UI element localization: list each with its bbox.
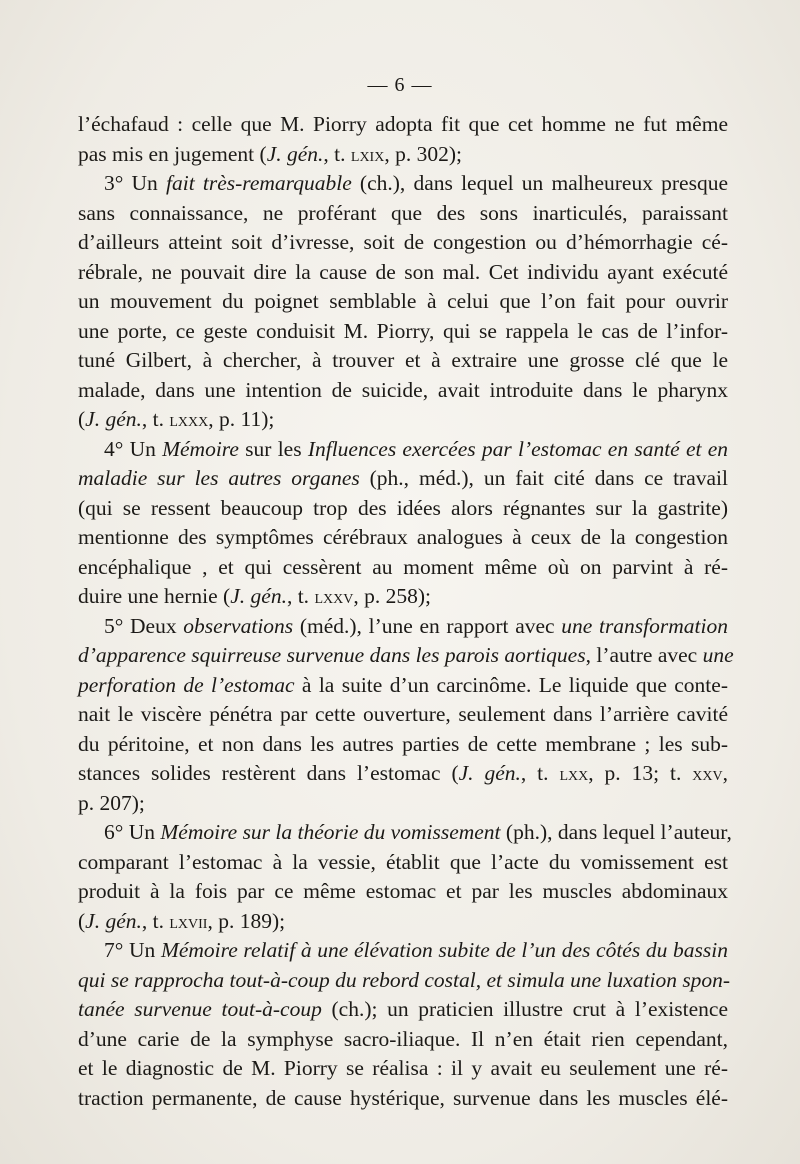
text-line	[78, 995, 728, 1025]
italic-text: J. gén.	[85, 407, 142, 431]
text-line	[78, 405, 728, 435]
text-line	[78, 199, 728, 229]
text-line	[78, 907, 728, 937]
text-segment: à la suite d’un carcinôme. Le liquide que conte-	[294, 672, 728, 697]
text-segment: comparant l’estomac à la vessie, établit que l’acte du vomissement est	[78, 849, 728, 874]
italic-text: une	[702, 643, 734, 667]
italic-text: J. gén.	[458, 761, 521, 785]
text-line	[78, 700, 728, 730]
text-segment: , p. 13; t.	[588, 761, 693, 785]
text-segment: ,	[722, 761, 728, 785]
italic-text: maladie sur les autres organes	[78, 466, 360, 490]
text-segment: , p. 302);	[384, 141, 462, 166]
text-line	[78, 671, 728, 701]
text-line	[78, 818, 732, 848]
text-line	[78, 759, 728, 789]
text-segment: 3° Un	[104, 171, 166, 195]
text-line	[78, 523, 728, 553]
italic-text: Mémoire	[162, 436, 239, 461]
text-segment: 4° Un	[104, 436, 163, 461]
text-line	[78, 730, 728, 760]
text-line	[78, 258, 728, 288]
italic-text: perforation de l’estomac	[78, 672, 295, 697]
body-text	[78, 110, 734, 1113]
text-segment: p. 207);	[78, 790, 145, 815]
small-caps-text: lxxx	[169, 409, 209, 431]
text-segment: , p. 11);	[208, 407, 275, 431]
text-segment: 7° Un	[104, 938, 161, 962]
italic-text: observations	[183, 613, 294, 638]
small-caps-text: lxxv	[314, 586, 354, 608]
small-caps-text: xxv	[692, 763, 723, 785]
text-segment: , p. 189);	[207, 908, 286, 933]
text-segment: un mouvement du poignet semblable à celui que l’on fait pour ouvrir	[78, 289, 728, 313]
text-line	[78, 1054, 728, 1084]
text-segment: rébrale, ne pouvait dire la cause de son mal. Cet individu ayant exécuté	[78, 259, 728, 284]
text-line	[78, 848, 728, 878]
small-caps-text: lxix	[350, 143, 385, 166]
text-segment: , t.	[286, 584, 315, 608]
text-segment: , t.	[323, 141, 351, 166]
text-segment: pas mis en jugement (	[78, 141, 267, 166]
text-segment: produit à la fois par ce même estomac et par les muscles abdominaux	[78, 879, 728, 903]
text-segment: d’ailleurs atteint soit d’ivresse, soit de congestion ou d’hémorrhagie cé-	[78, 230, 728, 254]
italic-text: une transformation	[561, 613, 728, 638]
text-segment: nait le viscère pénétra par cette ouverture, seulement dans l’arrière cavité	[78, 702, 728, 726]
text-line	[78, 582, 728, 612]
italic-text: qui se rapprocha tout-à-coup du rebord costal, et simula une luxation spon-	[78, 967, 731, 992]
text-line	[78, 287, 728, 317]
italic-text: Mémoire sur la théorie du vomissement	[160, 820, 501, 844]
text-segment: encéphalique , et qui cessèrent au moment même où on parvint à ré-	[78, 554, 728, 579]
italic-text: fait très-remarquable	[166, 171, 352, 195]
text-line	[78, 110, 728, 140]
italic-text: Mémoire relatif à une élévation subite de l’un des côtés du bassin	[160, 938, 728, 962]
text-line	[78, 464, 728, 494]
text-line	[78, 228, 728, 258]
text-segment: , t.	[141, 908, 170, 933]
italic-text: J. gén.	[230, 584, 287, 608]
text-segment: , t.	[520, 761, 560, 785]
italic-text: Influences exercées par l’estomac en santé et en	[307, 436, 728, 461]
text-segment: 6° Un	[104, 820, 161, 844]
text-line	[78, 789, 728, 819]
text-line	[78, 169, 728, 199]
text-segment: et le diagnostic de M. Piorry se réalisa : il y avait eu seulement une ré-	[78, 1056, 728, 1080]
text-segment: duire une hernie (	[78, 584, 231, 608]
text-line	[78, 346, 728, 376]
text-segment: sur les	[238, 436, 308, 461]
text-line	[78, 612, 728, 642]
text-segment: tuné Gilbert, à chercher, à trouver et à extraire une grosse clé que le	[78, 348, 728, 372]
italic-text: d’apparence squirreuse survenue dans les parois aortiques	[78, 643, 586, 667]
text-line	[78, 140, 728, 170]
text-segment: malade, dans une intention de suicide, avait introduite dans le pharynx	[78, 377, 728, 402]
text-segment: une porte, ce geste conduisit M. Piorry, qui se rappela le cas de l’infor-	[78, 318, 728, 343]
text-segment: (ph., méd.), un fait cité dans ce travail	[359, 466, 728, 490]
text-segment: (ch.), dans lequel un malheureux presque	[351, 171, 729, 195]
text-line	[78, 936, 728, 966]
text-segment: traction permanente, de cause hystérique, survenue dans les muscles élé-	[78, 1085, 728, 1110]
text-segment: l’échafaud : celle que M. Piorry adopta fit que cet homme ne fut même	[78, 112, 728, 136]
text-line	[78, 553, 728, 583]
text-segment: (ph.), dans lequel l’auteur,	[500, 820, 732, 844]
text-segment: , p. 258);	[353, 584, 431, 608]
text-line	[78, 317, 728, 347]
italic-text: J. gén.	[85, 908, 142, 933]
italic-text: tanée survenue tout-à-coup	[78, 997, 322, 1021]
text-line	[78, 435, 728, 465]
text-line	[78, 641, 734, 671]
text-segment: mentionne des symptômes cérébraux analogues à ceux de la congestion	[78, 525, 728, 549]
text-segment: (méd.), l’une en rapport avec	[293, 613, 562, 638]
text-segment: du péritoine, et non dans les autres parties de cette membrane ; les sub-	[78, 731, 728, 756]
text-line	[78, 376, 728, 406]
text-line	[78, 966, 731, 996]
italic-text: J. gén.	[266, 141, 324, 166]
text-segment: d’une carie de la symphyse sacro-iliaque. Il n’en était rien cependant,	[78, 1026, 728, 1051]
text-line	[78, 494, 728, 524]
text-segment: (	[78, 407, 86, 431]
text-line	[78, 877, 728, 907]
small-caps-text: lxx	[559, 763, 589, 785]
text-segment: 5° Deux	[104, 613, 184, 638]
text-line	[78, 1025, 728, 1055]
text-segment: (	[78, 908, 86, 933]
text-segment: stances solides restèrent dans l’estomac (	[78, 761, 459, 785]
text-segment: , l’autre avec	[585, 643, 703, 667]
text-segment: (ch.); un praticien illustre crut à l’existence	[321, 997, 728, 1021]
page-number: — 6 —	[367, 74, 433, 96]
small-caps-text: lxvii	[169, 910, 208, 933]
text-line	[78, 1084, 728, 1114]
text-segment: (qui se ressent beaucoup trop des idées alors régnantes sur la gastrite)	[78, 495, 728, 520]
text-segment: , t.	[141, 407, 170, 431]
text-segment: sans connaissance, ne proférant que des sons inarticulés, paraissant	[78, 200, 728, 225]
